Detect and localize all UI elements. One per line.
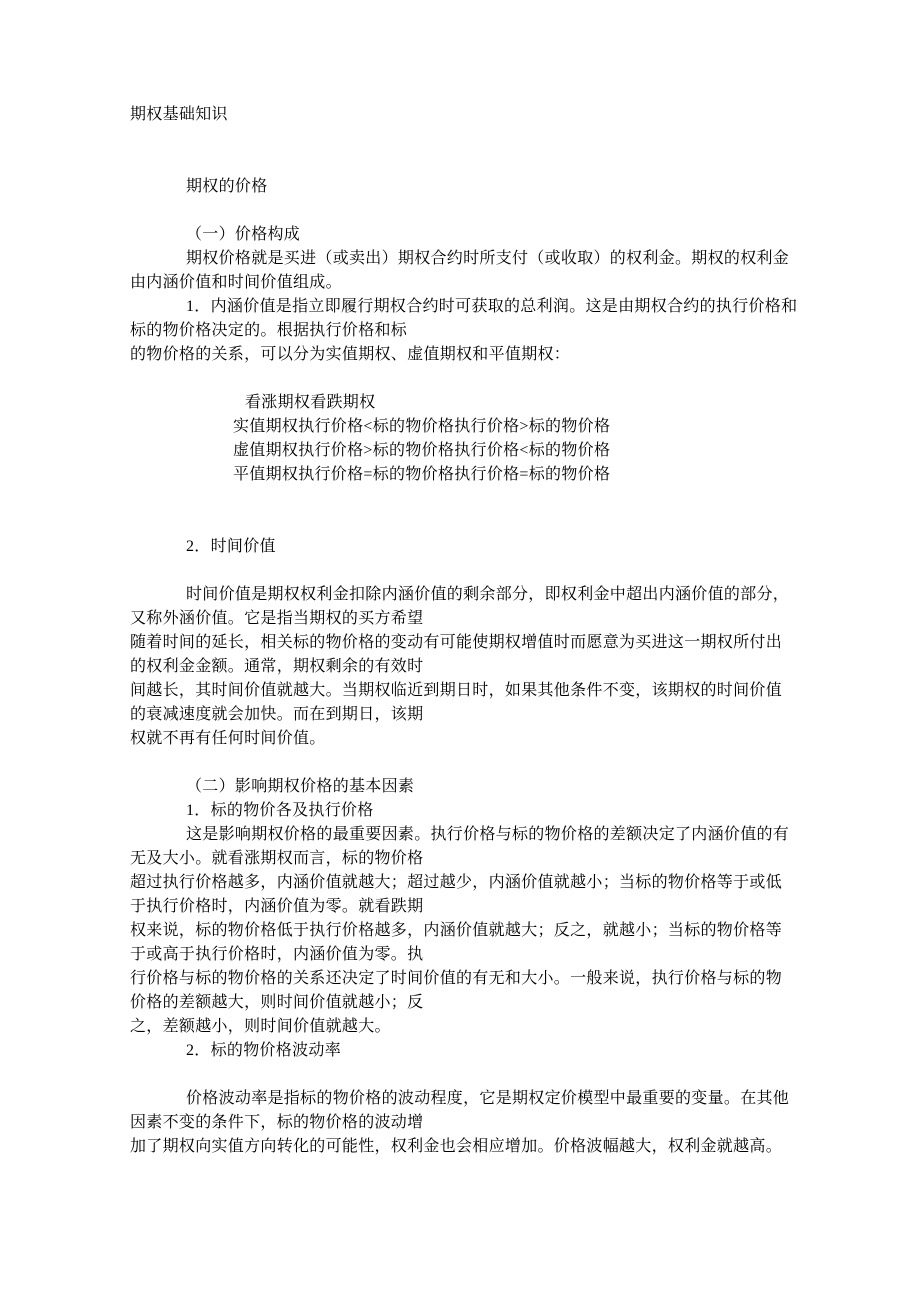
text-line: 权来说，标的物价格低于执行价格越多，内涵价值就越大；反之，就越小；当标的物价格等: [130, 922, 783, 939]
text-line: 时间价值是期权权利金扣除内涵价值的剩余部分，即权利金中超出内涵价值的部分，: [186, 586, 790, 603]
text-line: 超过执行价格越多，内涵价值就越大；超过越少，内涵价值就越小；当标的物价格等于或低: [130, 874, 783, 891]
text-line: 标的物价格决定的。根据执行价格和标: [130, 322, 408, 339]
text-line: 的物价格的关系，可以分为实值期权、虚值期权和平值期权：: [130, 346, 571, 363]
text-line: 平值期权执行价格=标的物价格执行价格=标的物价格: [233, 466, 611, 483]
text-line: 加了期权向实值方向转化的可能性，权利金也会相应增加。价格波幅越大，权利金就越高。: [130, 1138, 783, 1155]
text-line: 随着时间的延长，相关标的物价格的变动有可能使期权增值时而愿意为买进这一期权所付出: [130, 634, 783, 651]
text-line: 价格的差额越大，则时间价值就越小；反: [130, 994, 424, 1011]
text-line: 这是影响期权价格的最重要因素。执行价格与标的物价格的差额决定了内涵价值的有: [186, 826, 790, 843]
text-line: 虚值期权执行价格>标的物价格执行价格<标的物价格: [233, 442, 611, 459]
text-line: 间越长，其时间价值就越大。当期权临近到期日时，如果其他条件不变，该期权的时间价值: [130, 682, 783, 699]
text-line: 2．时间价值: [186, 538, 276, 555]
text-line: 期权价格就是买进（或卖出）期权合约时所支付（或收取）的权利金。期权的权利金: [186, 250, 790, 267]
text-line: 行价格与标的物价格的关系还决定了时间价值的有无和大小。一般来说，执行价格与标的物: [130, 970, 783, 987]
text-line: 由内涵价值和时间价值组成。: [130, 274, 342, 291]
text-line: 无及大小。就看涨期权而言，标的物价格: [130, 850, 424, 867]
text-line: 又称外涵价值。它是指当期权的买方希望: [130, 610, 424, 627]
text-line: 期权的价格: [186, 178, 268, 195]
text-line: 实值期权执行价格<标的物价格执行价格>标的物价格: [233, 418, 611, 435]
text-line: 1．标的物价各及执行价格: [186, 802, 374, 819]
text-line: 于执行价格时，内涵价值为零。就看跌期: [130, 898, 424, 915]
text-line: 2．标的物价格波动率: [186, 1042, 342, 1059]
text-line: 权就不再有任何时间价值。: [130, 730, 326, 747]
document-title: 期权基础知识: [130, 106, 228, 123]
text-line: 价格波动率是指标的物价格的波动程度，它是期权定价模型中最重要的变量。在其他: [186, 1090, 790, 1107]
text-line: （一）价格构成: [186, 226, 301, 243]
text-line: 1．内涵价值是指立即履行期权合约时可获取的总利润。这是由期权合约的执行价格和: [186, 298, 798, 315]
text-line: 的权利金金额。通常，期权剩余的有效时: [130, 658, 424, 675]
text-line: 之，差额越小，则时间价值就越大。: [130, 1018, 391, 1035]
text-line: （二）影响期权价格的基本因素: [186, 778, 415, 795]
text-line: 的衰减速度就会加快。而在到期日，该期: [130, 706, 424, 723]
text-line: 于或高于执行价格时，内涵价值为零。执: [130, 946, 424, 963]
text-line: 看涨期权看跌期权: [245, 394, 376, 411]
document-body: [130, 103, 800, 1159]
text-line: 因素不变的条件下，标的物价格的波动增: [130, 1114, 424, 1131]
